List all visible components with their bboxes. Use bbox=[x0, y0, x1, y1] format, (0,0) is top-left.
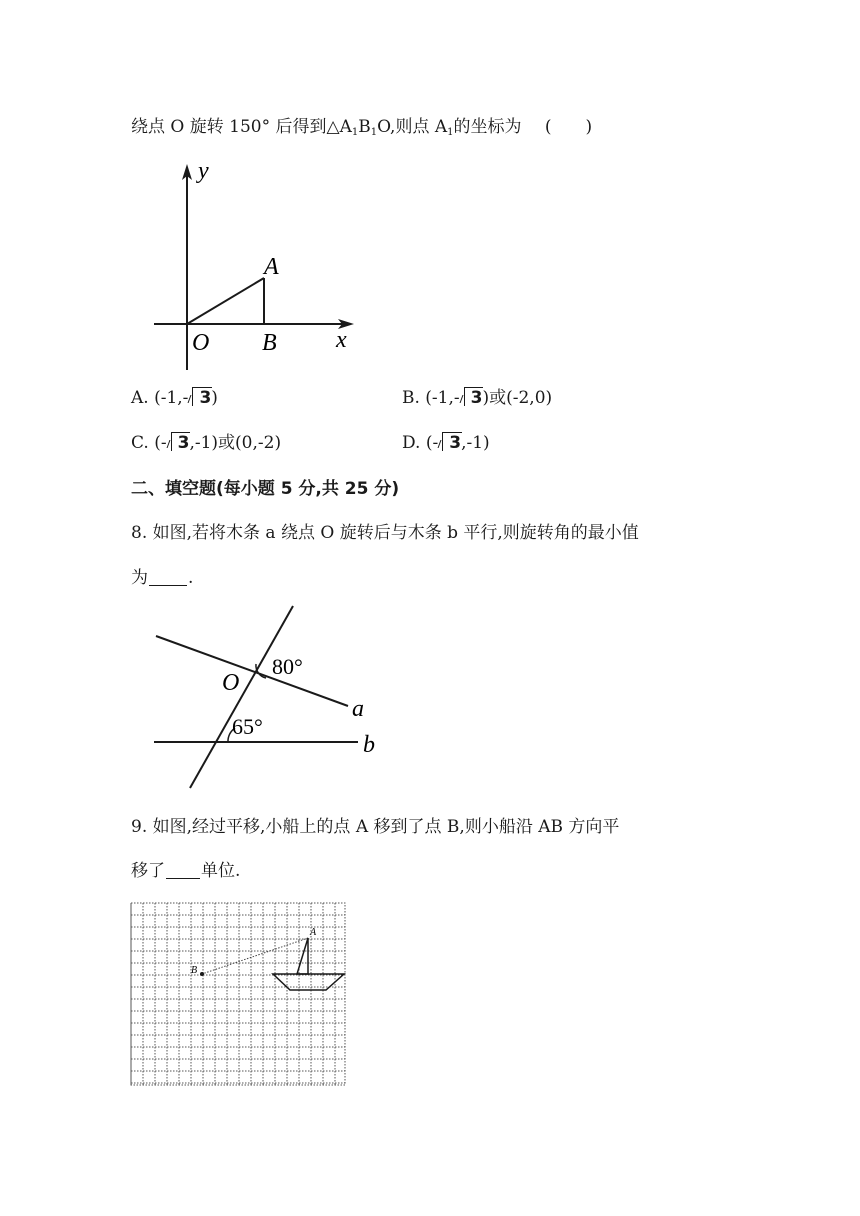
q7-answer-paren: ( ) bbox=[544, 117, 593, 137]
q9-answer-blank bbox=[166, 862, 200, 879]
q7-stem-sub-2: 1 bbox=[370, 127, 378, 138]
q7-option-d bbox=[402, 431, 490, 455]
q7-option-b bbox=[402, 386, 552, 410]
segment-oa bbox=[187, 278, 264, 324]
label-b: B bbox=[262, 330, 277, 356]
option-b-suffix: )或(-2,0) bbox=[482, 388, 553, 408]
label-y: y bbox=[198, 158, 209, 184]
transversal bbox=[190, 606, 293, 788]
q7-stem bbox=[131, 115, 592, 145]
label-b: b bbox=[363, 732, 375, 758]
label-o: O bbox=[222, 670, 240, 696]
stick-a bbox=[156, 636, 348, 706]
q8-answer-blank bbox=[149, 569, 187, 586]
option-c-prefix: C. (- bbox=[131, 433, 167, 453]
label-b: B bbox=[191, 965, 198, 976]
boat-hull bbox=[273, 974, 344, 990]
label-a: A bbox=[310, 927, 317, 938]
label-angle-65: 65° bbox=[232, 714, 263, 739]
point-b-dot bbox=[200, 972, 204, 976]
option-a-suffix: ) bbox=[211, 388, 218, 408]
q8-stem-suffix: . bbox=[188, 568, 194, 588]
q8-stem-line-1: 8. 如图,若将木条 a 绕点 O 旋转后与木条 b 平行,则旋转角的最小值 bbox=[131, 523, 639, 543]
label-a: a bbox=[352, 696, 364, 722]
label-angle-80: 80° bbox=[272, 654, 303, 679]
q9-stem-line-1: 9. 如图,经过平移,小船上的点 A 移到了点 B,则小船沿 AB 方向平 bbox=[131, 817, 620, 837]
q8-stem-prefix: 为 bbox=[131, 568, 148, 588]
option-d-suffix: ,-1) bbox=[461, 433, 490, 453]
sqrt-radicand: 3 bbox=[460, 386, 483, 410]
label-o: O bbox=[192, 330, 210, 356]
sqrt-radicand: 3 bbox=[188, 386, 211, 410]
sqrt-radicand: 3 bbox=[167, 431, 190, 455]
q7-stem-text-1: 绕点 O 旋转 150° 后得到△A bbox=[131, 117, 352, 137]
q7-coordinate-figure bbox=[140, 150, 380, 370]
section-heading: 二、填空题(每小题 5 分,共 25 分) bbox=[131, 479, 400, 499]
q9-stem-prefix: 移了 bbox=[131, 861, 165, 881]
option-c-suffix: ,-1)或(0,-2) bbox=[189, 433, 282, 453]
q9-stem-suffix: 单位. bbox=[201, 861, 241, 881]
q8-stem-line-2 bbox=[131, 566, 193, 590]
label-x: x bbox=[336, 327, 347, 353]
label-a: A bbox=[264, 254, 279, 280]
option-a-prefix: A. (-1,- bbox=[131, 388, 189, 408]
option-d-prefix: D. (- bbox=[402, 433, 439, 453]
q7-stem-text-2: B bbox=[358, 117, 371, 137]
q9-grid-figure bbox=[130, 902, 346, 1086]
option-b-prefix: B. (-1,- bbox=[402, 388, 460, 408]
boat bbox=[273, 938, 344, 990]
q7-stem-sub-3: 1 bbox=[447, 127, 454, 138]
q9-stem-line-2 bbox=[131, 859, 240, 883]
q7-option-c bbox=[131, 431, 281, 455]
translation-dotted-line bbox=[202, 938, 308, 974]
q7-stem-sub-1: 1 bbox=[351, 127, 359, 138]
q8-parallel-figure bbox=[150, 602, 410, 792]
q7-stem-text-4: 的坐标为 bbox=[453, 117, 522, 137]
q7-stem-text-3: O,则点 A bbox=[377, 117, 448, 137]
sqrt-radicand: 3 bbox=[438, 431, 461, 455]
q7-option-a bbox=[131, 386, 218, 410]
